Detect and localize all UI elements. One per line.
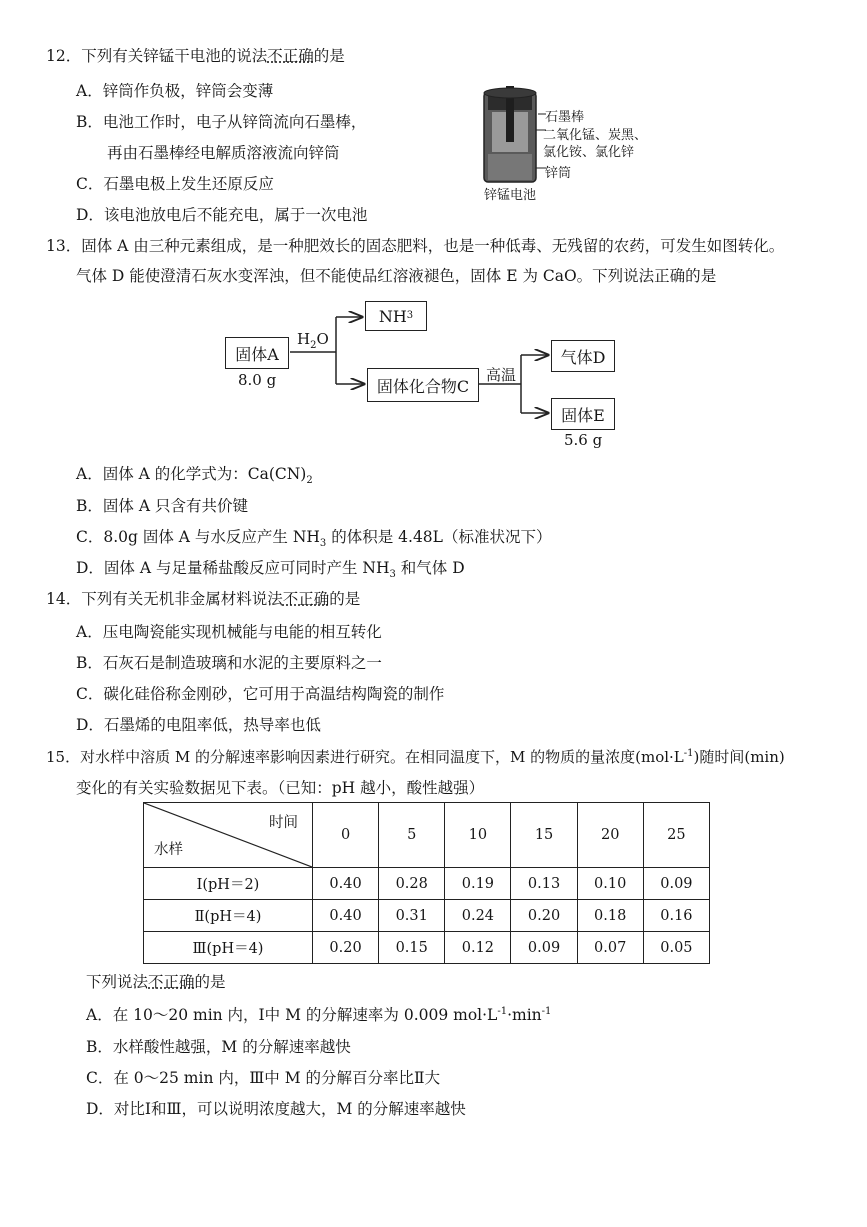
q13-stem-line1: 13．固体 A 由三种元素组成，是一种肥效长的固态肥料，也是一种低毒、无残留的农药，可发生如图转化。 bbox=[46, 237, 785, 255]
time-header: 0 bbox=[313, 803, 379, 868]
q14-option-c: C．碳化硅俗称金刚砂，它可用于高温结构陶瓷的制作 bbox=[76, 685, 445, 703]
q15-question: 下列说法不正确的是 bbox=[86, 973, 226, 991]
solid-e-box: 固体E bbox=[551, 398, 615, 430]
solid-a-mass: 8.0 g bbox=[238, 371, 277, 389]
table-cell: 0.31 bbox=[379, 900, 445, 932]
q13-option-a: A．固体 A 的化学式为：$Ca(CN)_2$ bbox=[76, 465, 313, 487]
label-zinc-can: 锌筒 bbox=[545, 166, 572, 181]
table-row bbox=[144, 900, 710, 932]
row-label: Ⅰ(pH＝2) bbox=[144, 868, 313, 900]
compound-c-box: 固体化合物C bbox=[367, 368, 479, 402]
q12-option-c: C．石墨电极上发生还原反应 bbox=[76, 175, 274, 193]
table-cell: 0.09 bbox=[511, 932, 577, 964]
label-mno2-carbon: 二氧化锰、炭黑、 bbox=[543, 128, 648, 143]
table-cell: 0.15 bbox=[379, 932, 445, 964]
q12-option-d: D．该电池放电后不能充电，属于一次电池 bbox=[76, 206, 368, 224]
corner-sample-label: 水样 bbox=[154, 842, 183, 858]
solid-a-box: 固体A bbox=[225, 337, 289, 369]
q12-option-a: A．锌筒作负极，锌筒会变薄 bbox=[76, 82, 274, 100]
q15-option-c: C．在 0～25 min 内，Ⅲ中 M 的分解百分率比Ⅱ大 bbox=[86, 1069, 441, 1087]
table-row bbox=[144, 932, 710, 964]
time-header: 20 bbox=[577, 803, 643, 868]
q15-option-d: D．对比Ⅰ和Ⅲ，可以说明浓度越大，M 的分解速率越快 bbox=[86, 1100, 466, 1118]
q13-stem-line2: 气体 D 能使澄清石灰水变浑浊，但不能使品红溶液褪色，固体 E 为 CaO。下列说法正确的是 bbox=[76, 267, 717, 285]
q14-option-a: A．压电陶瓷能实现机械能与电能的相互转化 bbox=[76, 623, 382, 641]
corner-time-label: 时间 bbox=[269, 815, 298, 831]
solid-e-mass: 5.6 g bbox=[564, 431, 603, 449]
nh3-box: NH 3 bbox=[365, 301, 427, 331]
table-cell: 0.24 bbox=[445, 900, 511, 932]
time-header: 5 bbox=[379, 803, 445, 868]
q14-emphasis: 不正确 bbox=[282, 590, 330, 608]
table-cell: 0.20 bbox=[313, 932, 379, 964]
condition-high-temp: 高温 bbox=[486, 366, 517, 384]
table-cell: 0.10 bbox=[577, 868, 643, 900]
q15-option-a: A．在 10～20 min 内，Ⅰ中 M 的分解速率为 0.009 $mol\cdot L^{-1}\cdot\min^{-1}$ bbox=[86, 1005, 552, 1024]
q13-option-b: B．固体 A 只含有共价键 bbox=[76, 497, 248, 515]
q15-stem-line1: 15．对水样中溶质 M 的分解速率影响因素进行研究。在相同温度下，M 的物质的量浓度$(mol\cdot L^{-1})$随时间(min) bbox=[46, 748, 785, 766]
table-cell: 0.40 bbox=[313, 900, 379, 932]
q12-option-b-cont: 再由石墨棒经电解质溶液流向锌筒 bbox=[107, 144, 340, 162]
q14-stem: 14．下列有关无机非金属材料说法不正确的是 bbox=[46, 590, 361, 608]
table-cell: 0.19 bbox=[445, 868, 511, 900]
table-cell: 0.28 bbox=[379, 868, 445, 900]
q12-option-b: B．电池工作时，电子从锌筒流向石墨棒， bbox=[76, 113, 367, 131]
label-nh4cl-zncl2: 氯化铵、氯化锌 bbox=[543, 145, 635, 160]
row-label: Ⅱ(pH＝4) bbox=[144, 900, 313, 932]
concentration-table bbox=[143, 802, 710, 964]
table-cell: 0.05 bbox=[643, 932, 709, 964]
time-header: 10 bbox=[445, 803, 511, 868]
q15-option-b: B．水样酸性越强，M 的分解速率越快 bbox=[86, 1038, 351, 1056]
q13-option-d: D．固体 A 与足量稀盐酸反应可同时产生 $NH_3$ 和气体 D bbox=[76, 559, 465, 581]
time-header: 25 bbox=[643, 803, 709, 868]
table-row bbox=[144, 868, 710, 900]
q14-option-d: D．石墨烯的电阻率低，热导率也低 bbox=[76, 716, 321, 734]
table-cell: 0.07 bbox=[577, 932, 643, 964]
battery-caption: 锌锰电池 bbox=[484, 188, 537, 203]
table-corner-cell bbox=[144, 803, 313, 868]
table-cell: 0.12 bbox=[445, 932, 511, 964]
table-cell: 0.20 bbox=[511, 900, 577, 932]
table-cell: 0.16 bbox=[643, 900, 709, 932]
reagent-water: $H_2O$ bbox=[297, 330, 329, 351]
time-header: 15 bbox=[511, 803, 577, 868]
q12-stem: 12．下列有关锌锰干电池的说法不正确的是 bbox=[46, 47, 345, 65]
row-label: Ⅲ(pH＝4) bbox=[144, 932, 313, 964]
q15-emphasis: 不正确 bbox=[148, 973, 195, 991]
q12-emphasis: 不正确 bbox=[267, 47, 314, 65]
label-graphite-rod: 石墨棒 bbox=[545, 110, 585, 125]
table-cell: 0.18 bbox=[577, 900, 643, 932]
table-cell: 0.40 bbox=[313, 868, 379, 900]
q13-option-c: C．8.0g 固体 A 与水反应产生 $NH_3$ 的体积是 4.48L（标准状况下） bbox=[76, 528, 552, 550]
table-cell: 0.13 bbox=[511, 868, 577, 900]
table-cell: 0.09 bbox=[643, 868, 709, 900]
q14-option-b: B．石灰石是制造玻璃和水泥的主要原料之一 bbox=[76, 654, 382, 672]
q15-stem-line2: 变化的有关实验数据见下表。（已知：pH 越小，酸性越强） bbox=[76, 779, 485, 797]
gas-d-box: 气体D bbox=[551, 340, 615, 372]
table-header-row bbox=[144, 803, 710, 868]
